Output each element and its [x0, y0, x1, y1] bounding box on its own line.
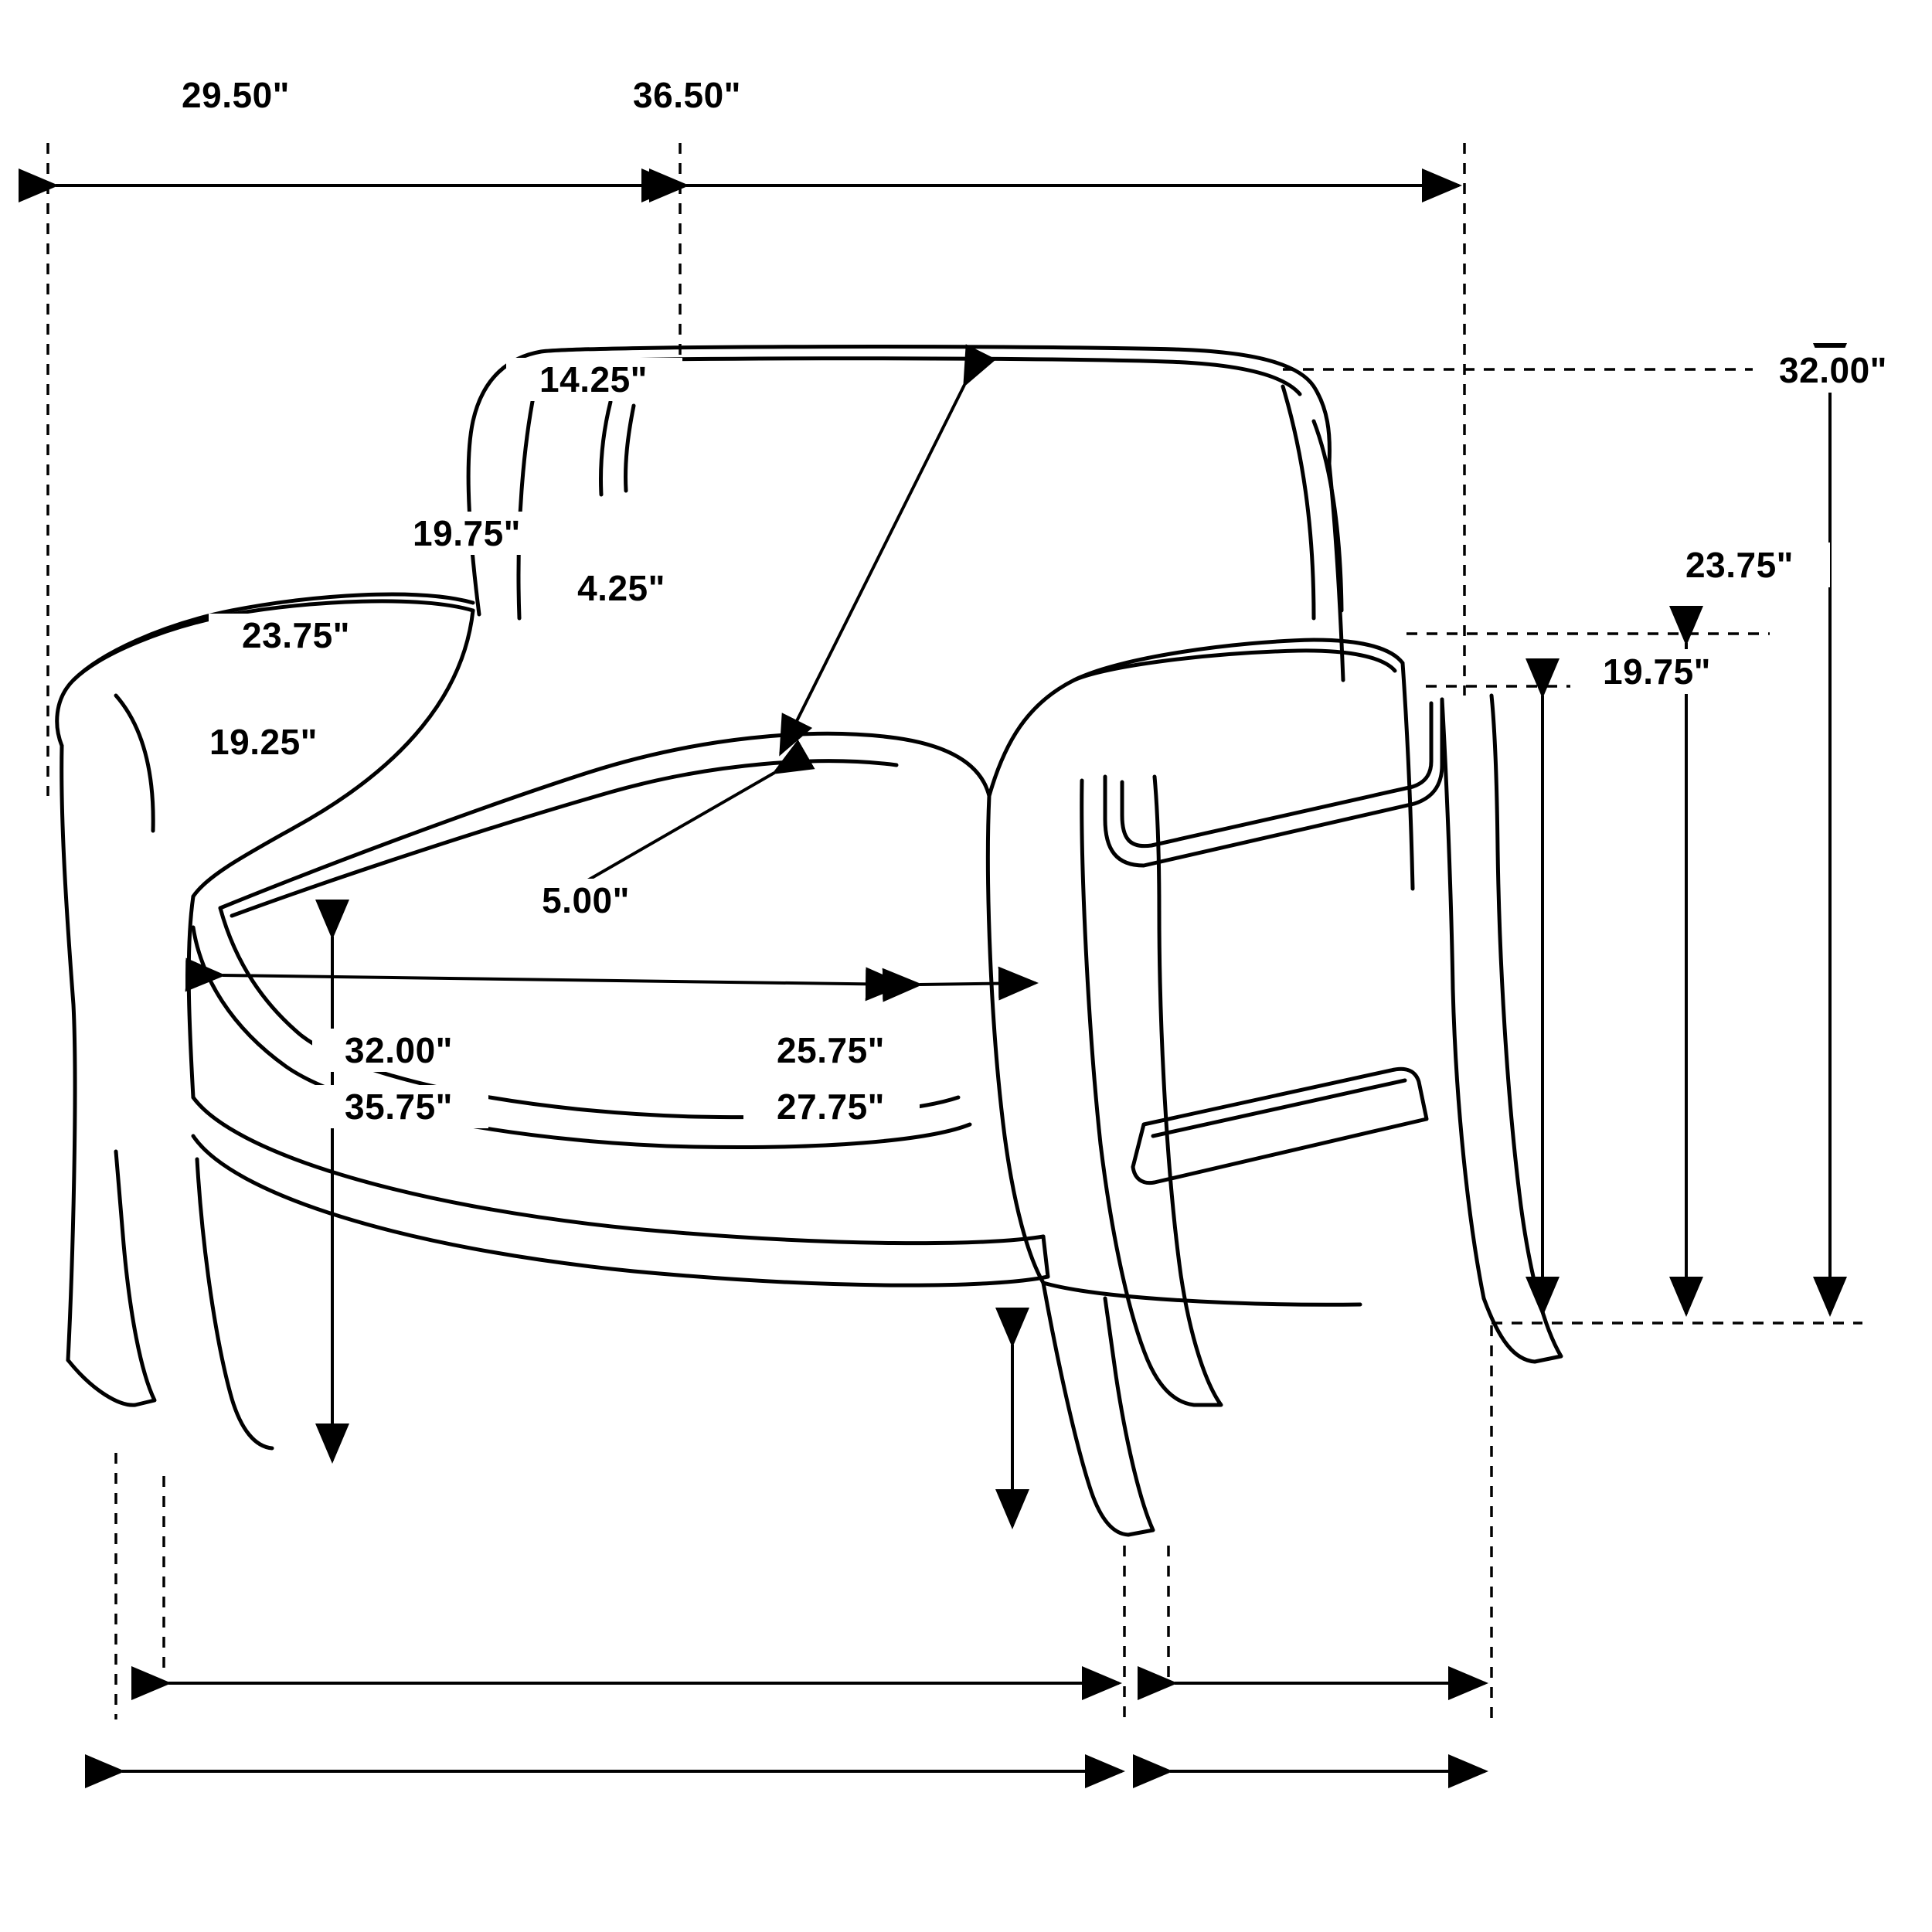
dimension-label-seat-depth-right: 25.75" — [777, 1030, 885, 1070]
dimension-label-back-height: 19.75" — [1603, 651, 1711, 692]
chair-outline — [57, 347, 1561, 1535]
dimension-label-overall-width-right: 27.75" — [777, 1087, 885, 1127]
dimension-label-leg-clearance: 5.00" — [542, 880, 630, 920]
dimension-label-seat-height-left: 19.25" — [209, 722, 318, 762]
dimension-label-top-left-width: 29.50" — [182, 75, 290, 115]
dimension-label-seat-width: 23.75" — [242, 615, 350, 655]
dimension-label-overall-height: 32.00" — [1779, 350, 1887, 390]
dimension-label-arm-width: 4.25" — [577, 568, 665, 608]
dimension-label-top-right-width: 36.50" — [633, 75, 741, 115]
extension-lines — [48, 143, 1862, 1719]
dimension-label-back-diagonal: 14.25" — [539, 359, 648, 400]
dimension-lines — [48, 143, 1862, 1771]
dimension-label-seat-diagonal: 19.75" — [413, 513, 521, 553]
dimension-label-arm-height: 23.75" — [1685, 545, 1794, 585]
dimension-label-inner-depth: 32.00" — [345, 1030, 453, 1070]
dimension-label-overall-depth: 35.75" — [345, 1087, 453, 1127]
